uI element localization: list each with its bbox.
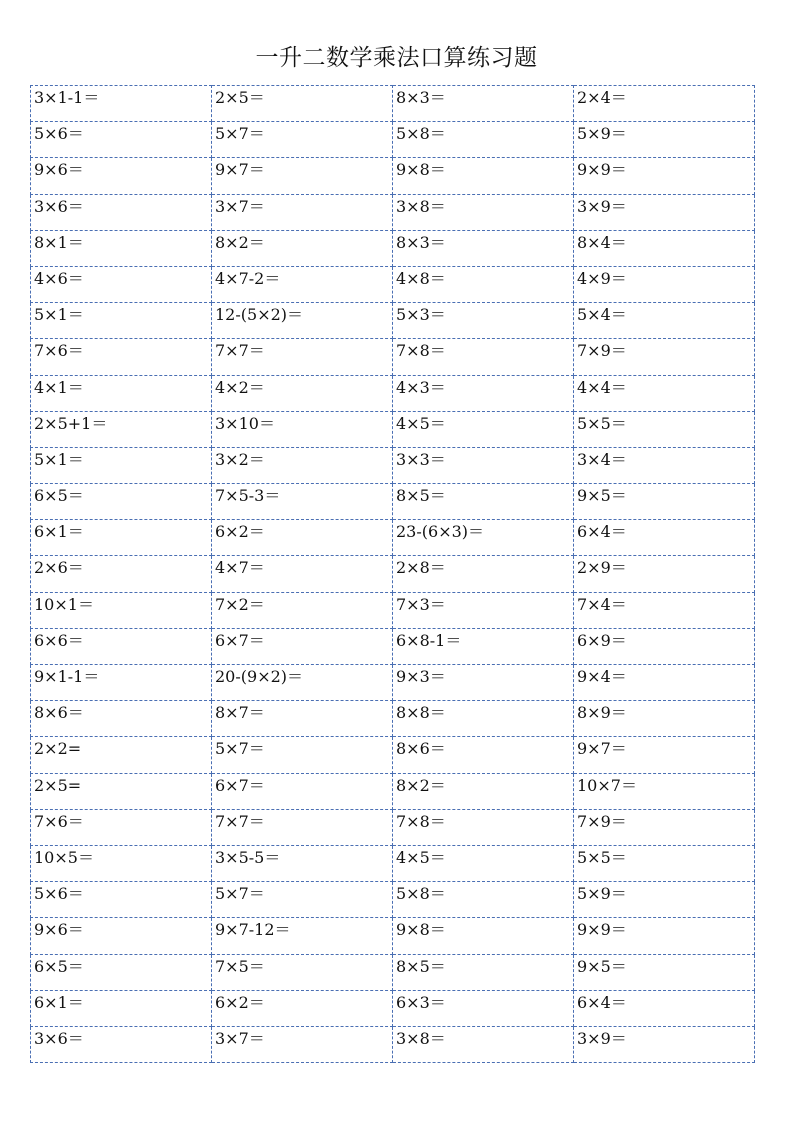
table-row bbox=[31, 339, 755, 375]
table-row bbox=[31, 1026, 755, 1062]
table-row bbox=[31, 520, 755, 556]
exercise-cell: 7×5＝ bbox=[212, 954, 393, 990]
exercise-cell: 9×6＝ bbox=[31, 918, 212, 954]
exercise-cell: 3×10＝ bbox=[212, 411, 393, 447]
table-row bbox=[31, 484, 755, 520]
exercise-cell: 7×8＝ bbox=[393, 339, 574, 375]
exercise-cell: 5×5＝ bbox=[574, 411, 755, 447]
exercise-cell: 3×9＝ bbox=[574, 194, 755, 230]
exercise-cell: 4×8＝ bbox=[393, 266, 574, 302]
exercise-cell: 4×9＝ bbox=[574, 266, 755, 302]
exercise-cell: 6×3＝ bbox=[393, 990, 574, 1026]
table-row bbox=[31, 954, 755, 990]
exercise-cell: 4×1＝ bbox=[31, 375, 212, 411]
exercise-cell: 9×7＝ bbox=[574, 737, 755, 773]
table-row bbox=[31, 882, 755, 918]
exercise-cell: 6×2＝ bbox=[212, 990, 393, 1026]
table-row bbox=[31, 665, 755, 701]
exercise-cell: 5×4＝ bbox=[574, 303, 755, 339]
exercise-cell: 3×8＝ bbox=[393, 194, 574, 230]
exercise-cell: 5×7＝ bbox=[212, 122, 393, 158]
exercise-cell: 6×5＝ bbox=[31, 484, 212, 520]
exercise-cell: 9×3＝ bbox=[393, 665, 574, 701]
exercise-cell: 5×7＝ bbox=[212, 737, 393, 773]
exercise-cell: 4×7-2＝ bbox=[212, 266, 393, 302]
table-row bbox=[31, 592, 755, 628]
exercise-cell: 6×7＝ bbox=[212, 628, 393, 664]
exercise-cell: 5×6＝ bbox=[31, 122, 212, 158]
exercise-cell: 5×9＝ bbox=[574, 882, 755, 918]
exercise-cell: 3×3＝ bbox=[393, 447, 574, 483]
exercise-cell: 9×1-1＝ bbox=[31, 665, 212, 701]
exercise-cell: 3×5-5＝ bbox=[212, 845, 393, 881]
exercise-cell: 6×5＝ bbox=[31, 954, 212, 990]
table-row bbox=[31, 737, 755, 773]
exercise-cell: 7×9＝ bbox=[574, 339, 755, 375]
exercise-cell: 2×5＝ bbox=[212, 86, 393, 122]
table-row bbox=[31, 809, 755, 845]
table-row bbox=[31, 122, 755, 158]
exercise-cell: 10×1＝ bbox=[31, 592, 212, 628]
exercise-cell: 9×9＝ bbox=[574, 158, 755, 194]
exercise-cell: 5×5＝ bbox=[574, 845, 755, 881]
exercise-cell: 6×4＝ bbox=[574, 520, 755, 556]
exercise-cell: 7×4＝ bbox=[574, 592, 755, 628]
exercise-cell: 5×9＝ bbox=[574, 122, 755, 158]
exercise-cell: 23-(6×3)＝ bbox=[393, 520, 574, 556]
exercise-cell: 6×7＝ bbox=[212, 773, 393, 809]
exercise-cell: 8×9＝ bbox=[574, 701, 755, 737]
exercise-cell: 6×9＝ bbox=[574, 628, 755, 664]
exercise-table-body bbox=[31, 86, 755, 1063]
table-row bbox=[31, 447, 755, 483]
exercise-cell: 2×8＝ bbox=[393, 556, 574, 592]
exercise-cell: 9×8＝ bbox=[393, 918, 574, 954]
exercise-cell: 5×8＝ bbox=[393, 882, 574, 918]
exercise-cell: 9×5＝ bbox=[574, 954, 755, 990]
exercise-cell: 9×6＝ bbox=[31, 158, 212, 194]
exercise-cell: 2×5= bbox=[31, 773, 212, 809]
exercise-cell: 4×7＝ bbox=[212, 556, 393, 592]
exercise-cell: 8×2＝ bbox=[212, 230, 393, 266]
exercise-cell: 3×6＝ bbox=[31, 1026, 212, 1062]
exercise-cell: 8×3＝ bbox=[393, 86, 574, 122]
exercise-cell: 3×2＝ bbox=[212, 447, 393, 483]
table-row bbox=[31, 628, 755, 664]
exercise-cell: 3×7＝ bbox=[212, 194, 393, 230]
exercise-cell: 3×8＝ bbox=[393, 1026, 574, 1062]
table-row bbox=[31, 194, 755, 230]
exercise-cell: 8×4＝ bbox=[574, 230, 755, 266]
exercise-cell: 12-(5×2)＝ bbox=[212, 303, 393, 339]
exercise-cell: 10×7＝ bbox=[574, 773, 755, 809]
exercise-cell: 3×9＝ bbox=[574, 1026, 755, 1062]
table-row bbox=[31, 701, 755, 737]
exercise-cell: 3×1-1＝ bbox=[31, 86, 212, 122]
exercise-cell: 6×6＝ bbox=[31, 628, 212, 664]
exercise-cell: 9×7-12＝ bbox=[212, 918, 393, 954]
exercise-cell: 6×1＝ bbox=[31, 990, 212, 1026]
exercise-cell: 4×5＝ bbox=[393, 845, 574, 881]
exercise-cell: 8×6＝ bbox=[393, 737, 574, 773]
exercise-table bbox=[30, 85, 755, 1063]
exercise-cell: 6×1＝ bbox=[31, 520, 212, 556]
exercise-cell: 6×8-1＝ bbox=[393, 628, 574, 664]
exercise-cell: 5×1＝ bbox=[31, 447, 212, 483]
exercise-cell: 8×3＝ bbox=[393, 230, 574, 266]
exercise-cell: 7×6＝ bbox=[31, 339, 212, 375]
exercise-cell: 2×9＝ bbox=[574, 556, 755, 592]
exercise-cell: 2×5+1＝ bbox=[31, 411, 212, 447]
exercise-cell: 8×6＝ bbox=[31, 701, 212, 737]
exercise-cell: 8×1＝ bbox=[31, 230, 212, 266]
exercise-cell: 2×4＝ bbox=[574, 86, 755, 122]
table-row bbox=[31, 918, 755, 954]
table-row bbox=[31, 990, 755, 1026]
exercise-cell: 3×4＝ bbox=[574, 447, 755, 483]
table-row bbox=[31, 303, 755, 339]
exercise-cell: 6×4＝ bbox=[574, 990, 755, 1026]
table-row bbox=[31, 230, 755, 266]
table-row bbox=[31, 556, 755, 592]
exercise-cell: 4×6＝ bbox=[31, 266, 212, 302]
exercise-cell: 9×8＝ bbox=[393, 158, 574, 194]
table-row bbox=[31, 86, 755, 122]
table-row bbox=[31, 266, 755, 302]
table-row bbox=[31, 845, 755, 881]
exercise-cell: 4×3＝ bbox=[393, 375, 574, 411]
exercise-cell: 8×5＝ bbox=[393, 954, 574, 990]
exercise-cell: 7×6＝ bbox=[31, 809, 212, 845]
exercise-cell: 7×5-3＝ bbox=[212, 484, 393, 520]
table-row bbox=[31, 158, 755, 194]
exercise-cell: 3×7＝ bbox=[212, 1026, 393, 1062]
exercise-cell: 5×3＝ bbox=[393, 303, 574, 339]
exercise-cell: 8×5＝ bbox=[393, 484, 574, 520]
table-row bbox=[31, 375, 755, 411]
exercise-cell: 7×7＝ bbox=[212, 809, 393, 845]
table-row bbox=[31, 411, 755, 447]
exercise-cell: 20-(9×2)＝ bbox=[212, 665, 393, 701]
exercise-cell: 2×2= bbox=[31, 737, 212, 773]
exercise-cell: 4×4＝ bbox=[574, 375, 755, 411]
exercise-cell: 8×2＝ bbox=[393, 773, 574, 809]
exercise-cell: 9×5＝ bbox=[574, 484, 755, 520]
exercise-cell: 8×7＝ bbox=[212, 701, 393, 737]
exercise-cell: 10×5＝ bbox=[31, 845, 212, 881]
exercise-cell: 9×4＝ bbox=[574, 665, 755, 701]
page-title: 一升二数学乘法口算练习题 bbox=[255, 45, 538, 71]
table-row bbox=[31, 773, 755, 809]
exercise-cell: 7×7＝ bbox=[212, 339, 393, 375]
exercise-cell: 8×8＝ bbox=[393, 701, 574, 737]
exercise-cell: 7×3＝ bbox=[393, 592, 574, 628]
exercise-cell: 5×7＝ bbox=[212, 882, 393, 918]
exercise-cell: 3×6＝ bbox=[31, 194, 212, 230]
exercise-cell: 4×2＝ bbox=[212, 375, 393, 411]
exercise-cell: 7×9＝ bbox=[574, 809, 755, 845]
exercise-cell: 5×8＝ bbox=[393, 122, 574, 158]
exercise-cell: 5×1＝ bbox=[31, 303, 212, 339]
exercise-cell: 5×6＝ bbox=[31, 882, 212, 918]
exercise-cell: 9×7＝ bbox=[212, 158, 393, 194]
exercise-cell: 9×9＝ bbox=[574, 918, 755, 954]
exercise-cell: 2×6＝ bbox=[31, 556, 212, 592]
exercise-cell: 7×8＝ bbox=[393, 809, 574, 845]
exercise-cell: 6×2＝ bbox=[212, 520, 393, 556]
exercise-cell: 4×5＝ bbox=[393, 411, 574, 447]
exercise-cell: 7×2＝ bbox=[212, 592, 393, 628]
